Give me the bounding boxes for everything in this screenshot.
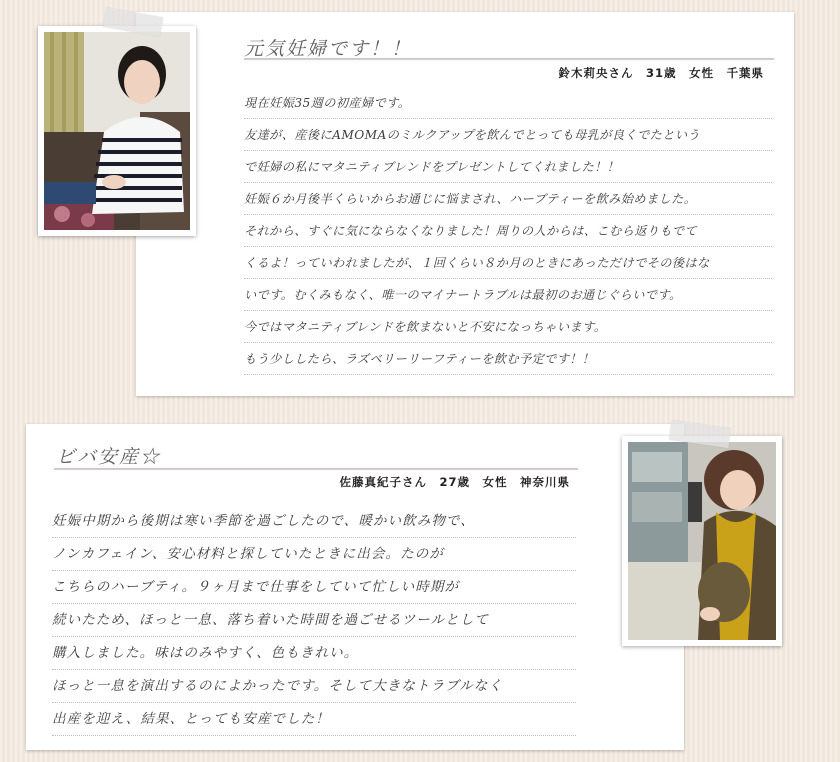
testimonial-title: 元気妊婦です！！ — [244, 38, 413, 60]
woman-in-striped-shirt-photo — [44, 32, 190, 230]
testimonial-author: 佐藤真紀子さん 27歳 女性 神奈川県 — [339, 475, 570, 489]
testimonial-line: それから、すぐに気にならなくなりました！周りの人からは、こむら返りもでて — [244, 216, 772, 247]
woman-in-yellow-scarf-photo — [628, 442, 776, 640]
testimonial-line: もう少ししたら、ラズベリーリーフティーを飲む予定です！！ — [244, 344, 772, 375]
testimonial-line: 出産を迎え、結果、とっても安産でした！ — [52, 704, 576, 736]
title-divider — [244, 58, 774, 60]
testimonial-line: 妊娠６か月後半くらいからお通じに悩まされ、ハーブティーを飲み始めました。 — [244, 184, 772, 215]
testimonial-line: 購入しました。味はのみやすく、色もきれい。 — [52, 638, 576, 670]
testimonial-line: 今ではマタニティブレンドを飲まないと不安になっちゃいます。 — [244, 312, 772, 343]
testimonial-line: で妊婦の私にマタニティブレンドをプレゼントしてくれました！！ — [244, 152, 772, 183]
testimonial-author: 鈴木莉央さん 31歳 女性 千葉県 — [558, 66, 764, 80]
testimonial-card-1 — [136, 12, 794, 396]
testimonial-line: 続いたため、ほっと一息、落ち着いた時間を過ごせるツールとして — [52, 605, 576, 637]
testimonial-photo-2 — [622, 436, 782, 646]
testimonial-line: 現在妊娠35週の初産婦です。 — [244, 88, 772, 119]
testimonial-title: ビバ安産☆ — [56, 446, 162, 468]
testimonial-line: ほっと一息を演出するのによかったです。そして大きなトラブルなく — [52, 671, 576, 703]
testimonial-photo-1 — [38, 26, 196, 236]
testimonial-line: くるよ！っていわれましたが、１回くらい８か月のときにあっただけでその後はな — [244, 248, 772, 279]
testimonial-card-2 — [26, 424, 684, 750]
testimonial-line: 友達が、産後にAMOMAのミルクアップを飲んでとっても母乳が良くでたという — [244, 120, 772, 151]
testimonial-line: 妊娠中期から後期は寒い季節を過ごしたので、暖かい飲み物で、 — [52, 506, 576, 538]
testimonial-line: いです。むくみもなく、唯一のマイナートラブルは最初のお通じぐらいです。 — [244, 280, 772, 311]
title-divider — [54, 468, 578, 470]
testimonial-line: ノンカフェイン、安心材料と探していたときに出会。たのが — [52, 539, 576, 571]
testimonial-line: こちらのハーブティ。９ヶ月まで仕事をしていて忙しい時期が — [52, 572, 576, 604]
